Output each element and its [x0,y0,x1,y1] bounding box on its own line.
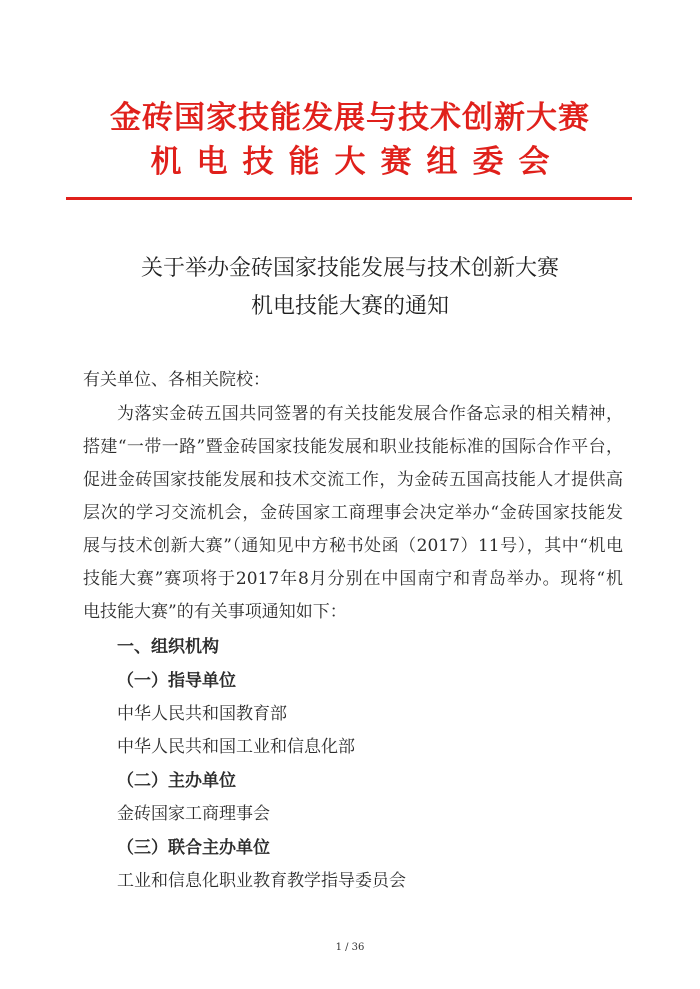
org-header-line-1: 金砖国家技能发展与技术创新大赛 [110,100,590,136]
body-line-2: 搭建“一带一路”暨金砖国家技能发展和职业技能标准的国际合作平台， [83,437,623,457]
salutation: 有关单位、各相关院校： [83,370,270,390]
co-host-unit-item: 工业和信息化职业教育教学指导委员会 [117,871,406,891]
body-line-5: 展与技术创新大赛”（通知见中方秘书处函（2017）11号），其中“机电 [83,536,623,556]
document-title-line-2: 机电技能大赛的通知 [250,294,449,319]
red-divider [66,197,632,200]
guiding-unit-item: 中华人民共和国教育部 [117,704,287,724]
body-line-6: 技能大赛”赛项将于2017年8月分别在中国南宁和青岛举办。现将“机 [83,569,623,589]
org-header-line-2: 机电技能大赛组委会 [150,144,565,180]
body-line-7: 电技能大赛”的有关事项通知如下： [83,602,347,622]
guiding-unit-item: 中华人民共和国工业和信息化部 [117,737,355,757]
section-heading-organization: 一、组织机构 [117,637,219,657]
body-line-1: 为落实金砖五国共同签署的有关技能发展合作备忘录的相关精神， [117,404,623,424]
host-unit-item: 金砖国家工商理事会 [117,804,270,824]
body-line-4: 层次的学习交流机会，金砖国家工商理事会决定举办“金砖国家技能发 [83,503,623,523]
subheading-guiding-units: （一）指导单位 [117,671,236,691]
body-line-3: 促进金砖国家技能发展和技术交流工作，为金砖五国高技能人才提供高 [83,470,623,490]
subheading-host-units: （二）主办单位 [117,771,236,791]
subheading-co-host-units: （三）联合主办单位 [117,838,270,858]
page-number: 1 / 36 [335,942,365,953]
document-title-line-1: 关于举办金砖国家技能发展与技术创新大赛 [140,256,559,281]
